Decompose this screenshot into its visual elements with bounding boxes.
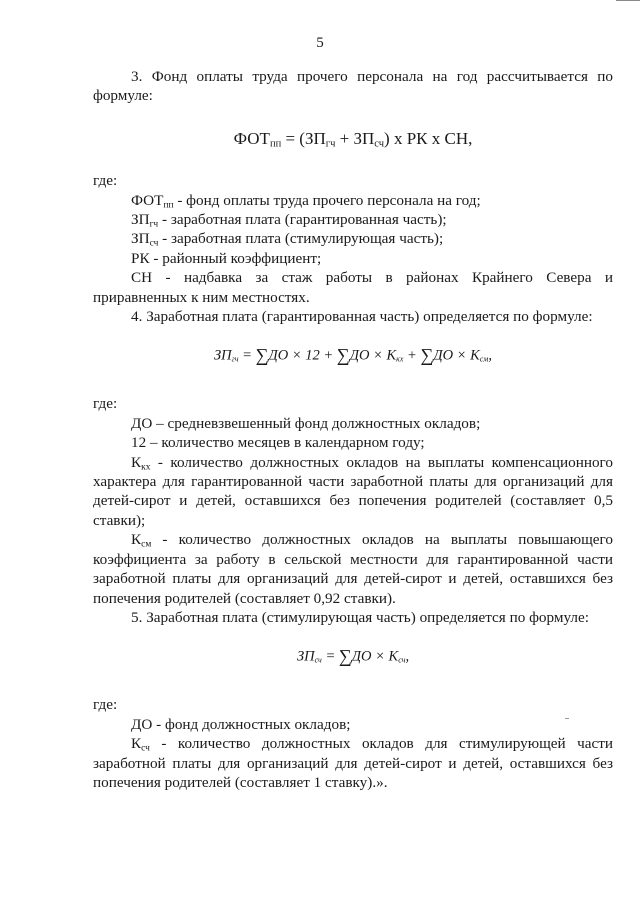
formula-zpg-term2: ДО × K [349, 348, 397, 365]
top-edge-rule [616, 0, 640, 1]
where-label-1: где: [93, 172, 118, 190]
formula-zpg-term2-sub: кх [396, 355, 404, 365]
def-fot-text: - фонд оплаты труда прочего персонала на год; [173, 191, 481, 209]
formula-zpg-term1: ДО × 12 + [268, 348, 337, 365]
def-zpg-symbol: ЗП [131, 211, 150, 229]
definition-fot [93, 191, 613, 210]
formula-fot-eq: = (ЗП [281, 128, 326, 148]
definition-zps [93, 229, 613, 248]
definition-months: 12 – количество месяцев в календарном году; [131, 434, 425, 452]
definition-kkh [93, 453, 613, 531]
def-ksm-text: - количество должностных окладов на выплаты повышающего коэффициента за работу в сельской местности для гарантированной части заработной платы для организаций для детей-сирот и детей, оставшихся без попечения родителей (составляет 0,92 ставки). [93, 531, 613, 607]
sigma-icon: ∑ [338, 646, 352, 667]
definition-do-fund: ДО - фонд должностных окладов; [131, 715, 351, 733]
formula-fot [93, 106, 613, 171]
paragraph-5-intro: 5. Заработная плата (стимулирующая часть) определяется по формуле: [131, 608, 589, 626]
def-kkh-text: - количество должностных окладов на выплаты компенсационного характера для гарантированной части заработной платы для организаций для детей-сирот и детей, оставшихся без попечения родителей (составляет 0,5 ставки); [93, 453, 613, 529]
formula-zpg-term4: ДО × K [433, 348, 480, 365]
formula-zpg [93, 326, 613, 394]
where-label-3: где: [93, 696, 118, 714]
document-body [93, 67, 613, 792]
def-zps-text: - заработная плата (стимулирующая часть); [158, 230, 444, 248]
def-zpg-sub: гч [149, 219, 159, 230]
formula-zps-lhs: ЗП [296, 648, 315, 665]
def-ksch-symbol: К [131, 735, 142, 753]
scan-mark [565, 718, 569, 719]
formula-zpg-term4-sub: см [479, 355, 489, 365]
formula-fot-zpg-sub: гч [325, 138, 336, 150]
def-fot-symbol: ФОТ [131, 191, 164, 209]
def-ksch-text: - количество должностных окладов для стимулирующей части заработной платы для организаций для детей-сирот и детей, оставшихся без попечения родителей (составляет 1 ставку).». [93, 735, 613, 791]
formula-zps-term1-sub: сч [398, 655, 406, 665]
def-kkh-sub: кх [141, 462, 151, 472]
definition-ksch [93, 734, 613, 792]
formula-zps-term1: ДО × K [351, 648, 399, 665]
def-fot-sub: пп [163, 199, 174, 210]
formula-zps-end: , [405, 648, 410, 665]
formula-zpg-eq: = [238, 348, 256, 365]
definition-ksm [93, 530, 613, 608]
formula-zpg-lhs-sub: гч [231, 355, 239, 365]
formula-fot-plus: + ЗП [335, 128, 375, 148]
sigma-icon: ∑ [255, 345, 269, 366]
definition-zpg [93, 210, 613, 229]
formula-zpg-plus: + [403, 348, 421, 365]
formula-zps-lhs-sub: сч [314, 655, 322, 665]
definition-rk: РК - районный коэффициент; [131, 249, 322, 267]
definition-do: ДО – средневзвешенный фонд должностных окладов; [131, 414, 481, 432]
formula-zpg-end: , [488, 348, 493, 365]
def-ksm-sub: см [141, 539, 152, 550]
def-ksch-sub: сч [141, 743, 150, 754]
paragraph-3-intro: 3. Фонд оплаты труда прочего персонала на год рассчитывается по формуле: [93, 68, 613, 105]
sigma-icon: ∑ [336, 345, 350, 366]
formula-fot-symbol: ФОТ [233, 128, 270, 148]
sigma-icon: ∑ [420, 345, 434, 366]
formula-zps-eq: = [321, 648, 339, 665]
def-ksm-symbol: К [131, 531, 142, 549]
where-label-2: где: [93, 395, 118, 413]
formula-zps [93, 627, 613, 695]
paragraph-4-intro: 4. Заработная плата (гарантированная часть) определяется по формуле: [131, 308, 593, 326]
def-zpg-text: - заработная плата (гарантированная часть); [158, 211, 447, 229]
formula-fot-zps-sub: сч [374, 138, 385, 150]
formula-fot-tail: ) х РК х СН, [384, 128, 473, 148]
def-zps-symbol: ЗП [131, 230, 150, 248]
def-kkh-symbol: К [131, 453, 142, 471]
formula-zpg-lhs: ЗП [213, 348, 232, 365]
def-zps-sub: сч [149, 238, 159, 249]
definition-sn: СН - надбавка за стаж работы в районах Крайнего Севера и приравненных к ним местностях. [93, 269, 613, 306]
page-number: 5 [316, 35, 324, 51]
formula-fot-sub: пп [269, 138, 282, 150]
